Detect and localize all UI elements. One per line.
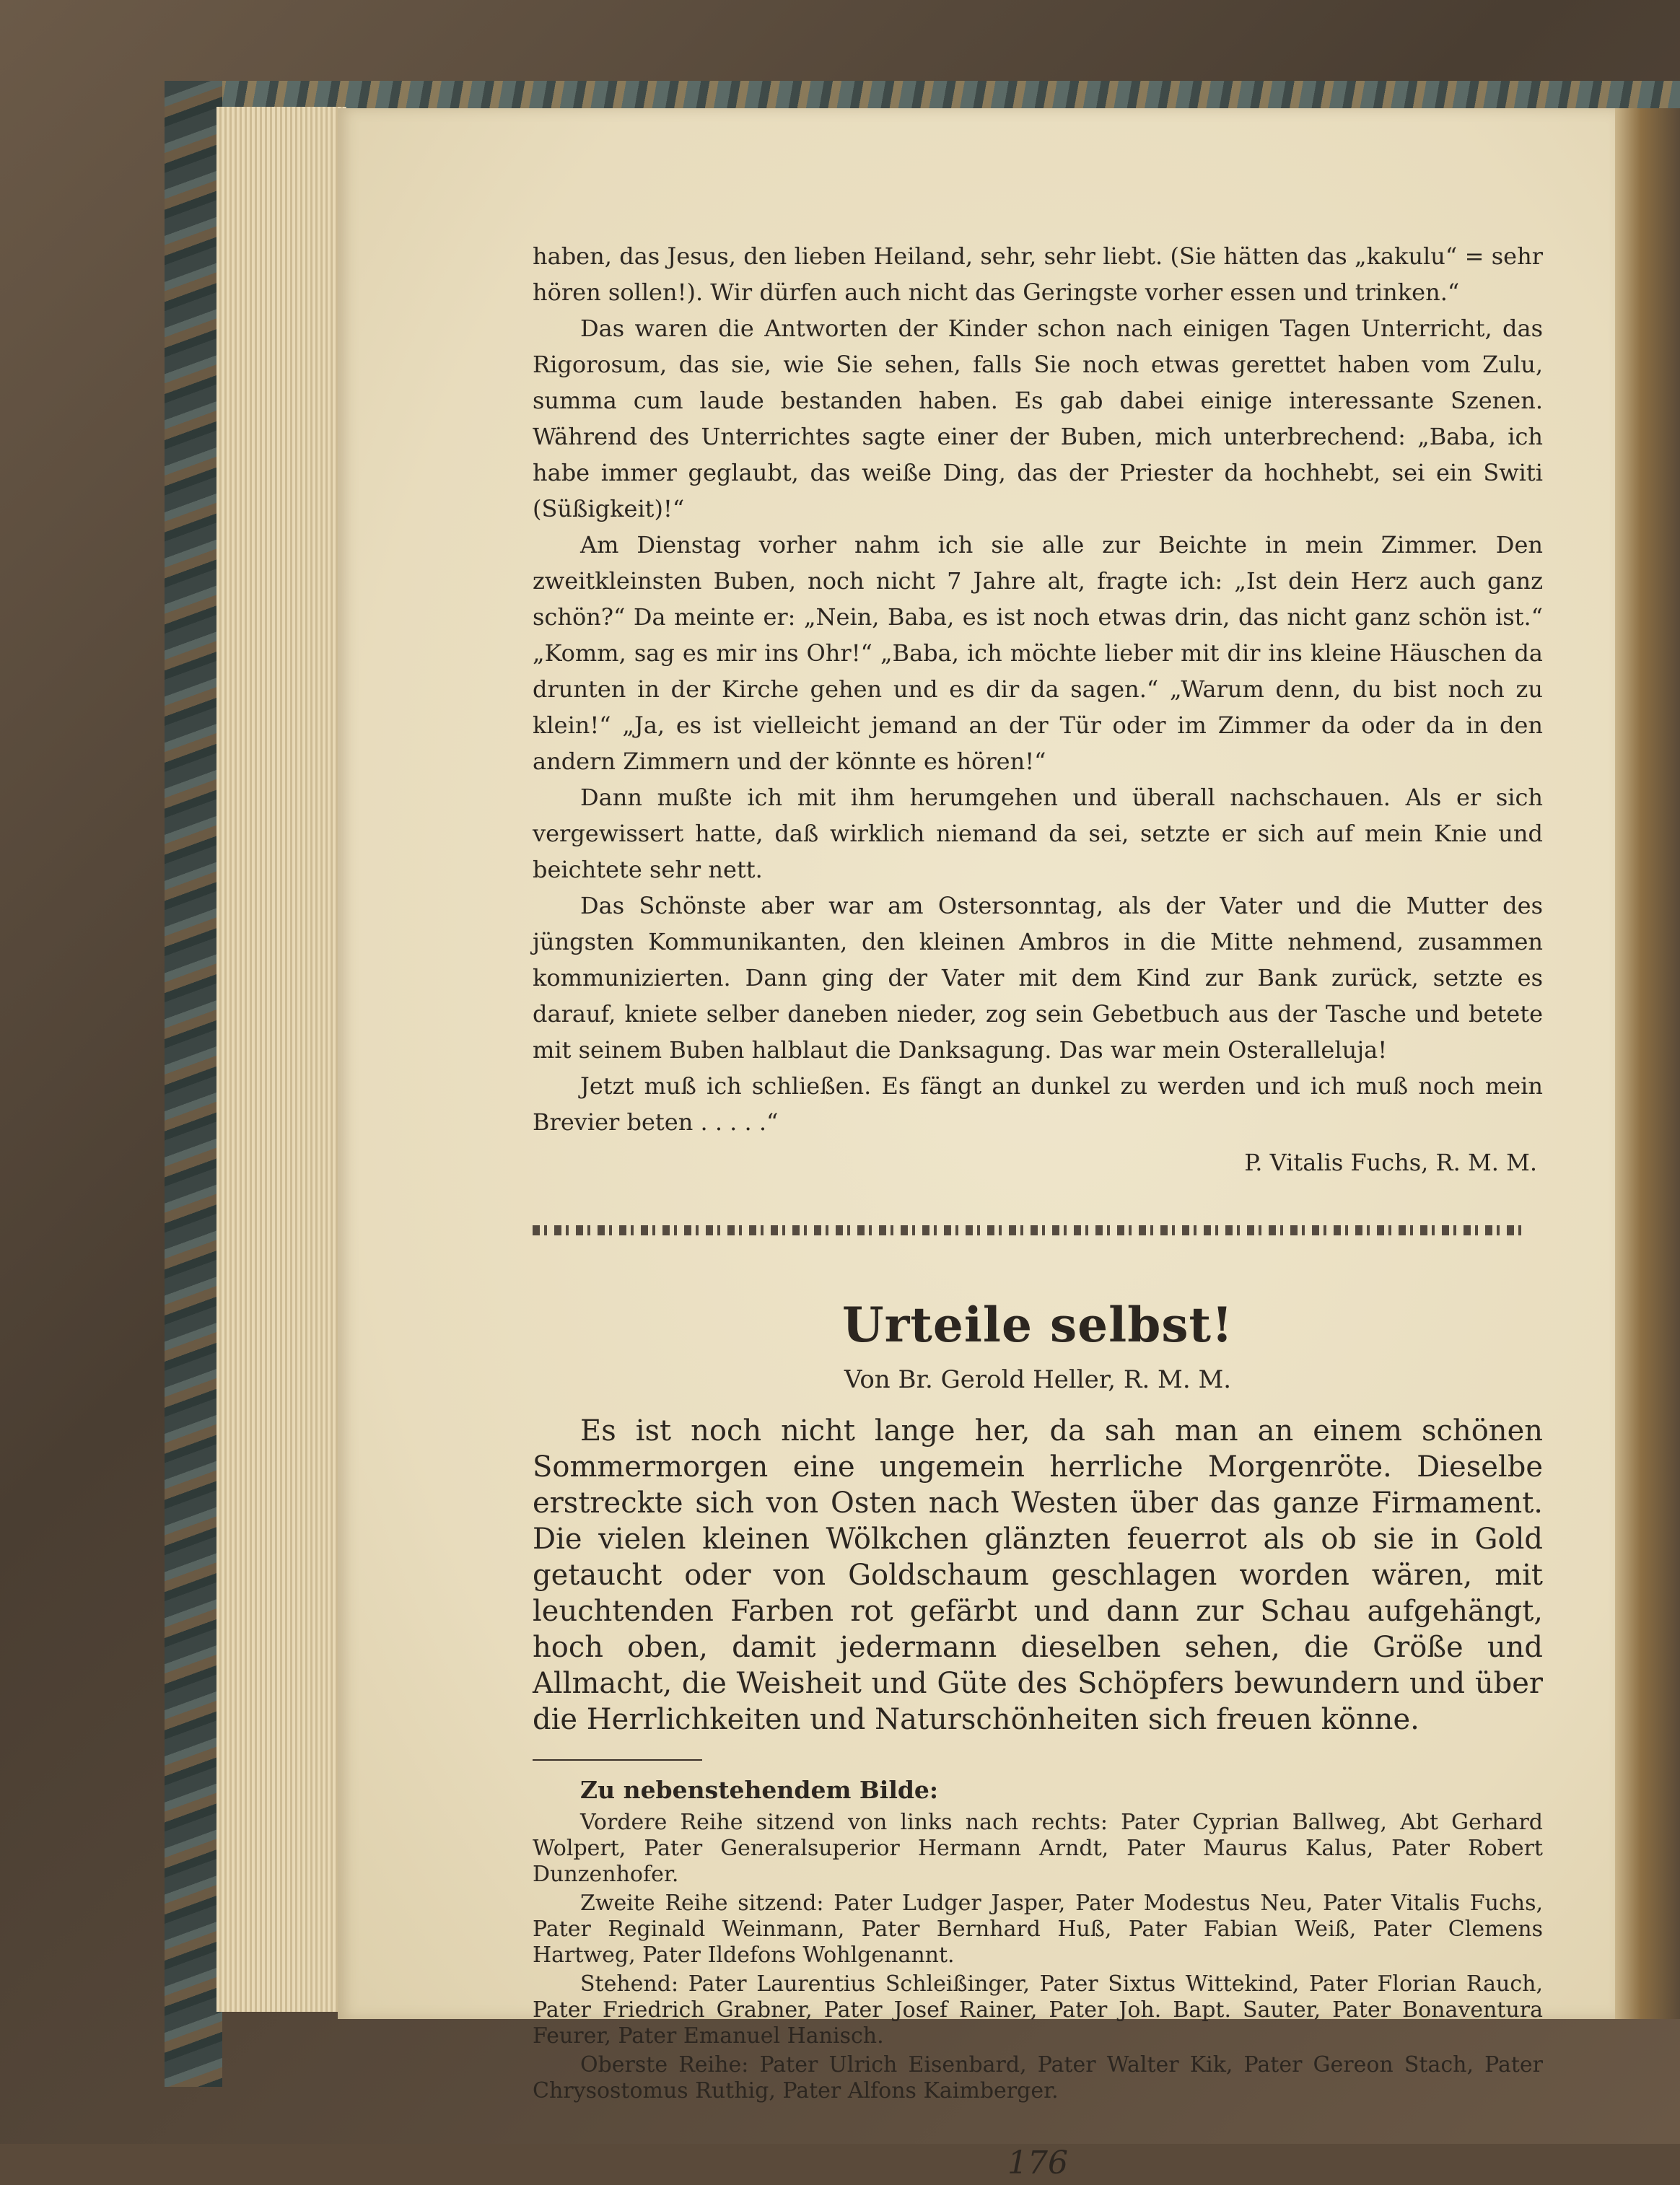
article-body: Es ist noch nicht lange her, da sah man an einem schönen Sommermorgen eine ungemein herrliche Morgenröte. Dieselbe erstreckte sich von Osten nach Westen über das ganze Firmament. Die vielen kleinen Wölkchen glänzten feuerrot als ob sie in Gold getaucht oder von Goldschaum geschlagen worden wären, mit leuchtenden Farben rot gefärbt und dann zur Schau aufgehängt, hoch oben, damit jedermann dieselben sehen, die Größe und Allmacht, die Weisheit und Güte des Schöpfers bewundern und über die Herrlichkeiten und Naturschönheiten sich freuen könne. <box>533 1414 1543 1736</box>
page-number: 176 <box>1007 2145 1068 2181</box>
ornamental-divider <box>533 1225 1525 1235</box>
letter-paragraph: Jetzt muß ich schließen. Es fängt an dunkel zu werden und ich muß noch mein Brevier beten . . . . .“ <box>533 1072 1543 1136</box>
book-page <box>338 108 1615 2181</box>
right-page-edge <box>1615 108 1680 2019</box>
letter-paragraph: Dann mußte ich mit ihm herumgehen und überall nachschauen. Als er sich vergewissert hatte, daß wirklich niemand da sei, setzte er sich auf mein Knie und beichtete sehr nett. <box>533 784 1543 883</box>
book-cover-left <box>165 81 222 2087</box>
article-byline: Von Br. Gerold Heller, R. M. M. <box>844 1365 1232 1394</box>
page-edges <box>216 107 346 2012</box>
caption-paragraph: Zweite Reihe sitzend: Pater Ludger Jasper, Pater Modestus Neu, Pater Vitalis Fuchs, Pater Reginald Weinmann, Pater Bernhard Huß, Pater Fabian Weiß, Pater Clemens Hartweg, Pater Ildefons Wohlgenannt. <box>533 1891 1543 1968</box>
letter-paragraph: Das waren die Antworten der Kinder schon nach einigen Tagen Unterricht, das Rigorosum, das sie, wie Sie sehen, falls Sie noch etwas gerettet haben vom Zulu, summa cum laude bestanden haben. Es gab dabei einige interessante Szenen. Während des Unterrichtes sagte einer der Buben, mich unterbrechend: „Baba, ich habe immer geglaubt, das weiße Ding, das der Priester da hochhebt, sei ein Switi (Süßigkeit)!“ <box>533 315 1543 522</box>
caption-paragraph: Stehend: Pater Laurentius Schleißinger, Pater Sixtus Wittekind, Pater Florian Rauch, Pater Friedrich Grabner, Pater Josef Rainer, Pater Joh. Bapt. Sauter, Pater Bonaventura Feurer, Pater Emanuel Hanisch. <box>533 1971 1543 2049</box>
caption-paragraph: Vordere Reihe sitzend von links nach rechts: Pater Cyprian Ballweg, Abt Gerhard Wolpert, Pater Generalsuperior Hermann Arndt, Pater Maurus Kalus, Pater Robert Dunzenhofer. <box>533 1810 1543 1887</box>
caption-heading: Zu nebenstehendem Bilde: <box>580 1776 939 1804</box>
article-title: Urteile selbst! <box>842 1297 1233 1353</box>
letter-paragraph: haben, das Jesus, den lieben Heiland, sehr, sehr liebt. (Sie hätten das „kakulu“ = sehr hören sollen!). Wir dürfen auch nicht das Geringste vorher essen und trinken.“ <box>533 242 1543 306</box>
letter-signature: P. Vitalis Fuchs, R. M. M. <box>1244 1149 1537 1176</box>
caption-paragraph: Oberste Reihe: Pater Ulrich Eisenbard, Pater Walter Kik, Pater Gereon Stach, Pater Chrysostomus Ruthig, Pater Alfons Kaimberger. <box>533 2052 1543 2103</box>
letter-paragraph: Das Schönste aber war am Ostersonntag, als der Vater und die Mutter des jüngsten Kommunikanten, den kleinen Ambros in die Mitte nehmend, zusammen kommunizierten. Dann ging der Vater mit dem Kind zur Bank zurück, setzte es darauf, kniete selber daneben nieder, zog sein Gebetbuch aus der Tasche und betete mit seinem Buben halblaut die Danksagung. Das war mein Osteralleluja! <box>533 892 1543 1064</box>
caption-rule <box>533 1759 702 1761</box>
letter-paragraph: Am Dienstag vorher nahm ich sie alle zur Beichte in mein Zimmer. Den zweitkleinsten Buben, noch nicht 7 Jahre alt, fragte ich: „Ist dein Herz auch ganz schön?“ Da meinte er: „Nein, Baba, es ist noch etwas drin, das nicht ganz schön ist.“ „Komm, sag es mir ins Ohr!“ „Baba, ich möchte lieber mit dir ins kleine Häuschen da drunten in der Kirche gehen und es dir da sagen.“ „Warum denn, du bist noch zu klein!“ „Ja, es ist vielleicht jemand an der Tür oder im Zimmer da oder da in den andern Zimmern und der könnte es hören!“ <box>533 531 1543 775</box>
page-content <box>533 238 1543 2185</box>
